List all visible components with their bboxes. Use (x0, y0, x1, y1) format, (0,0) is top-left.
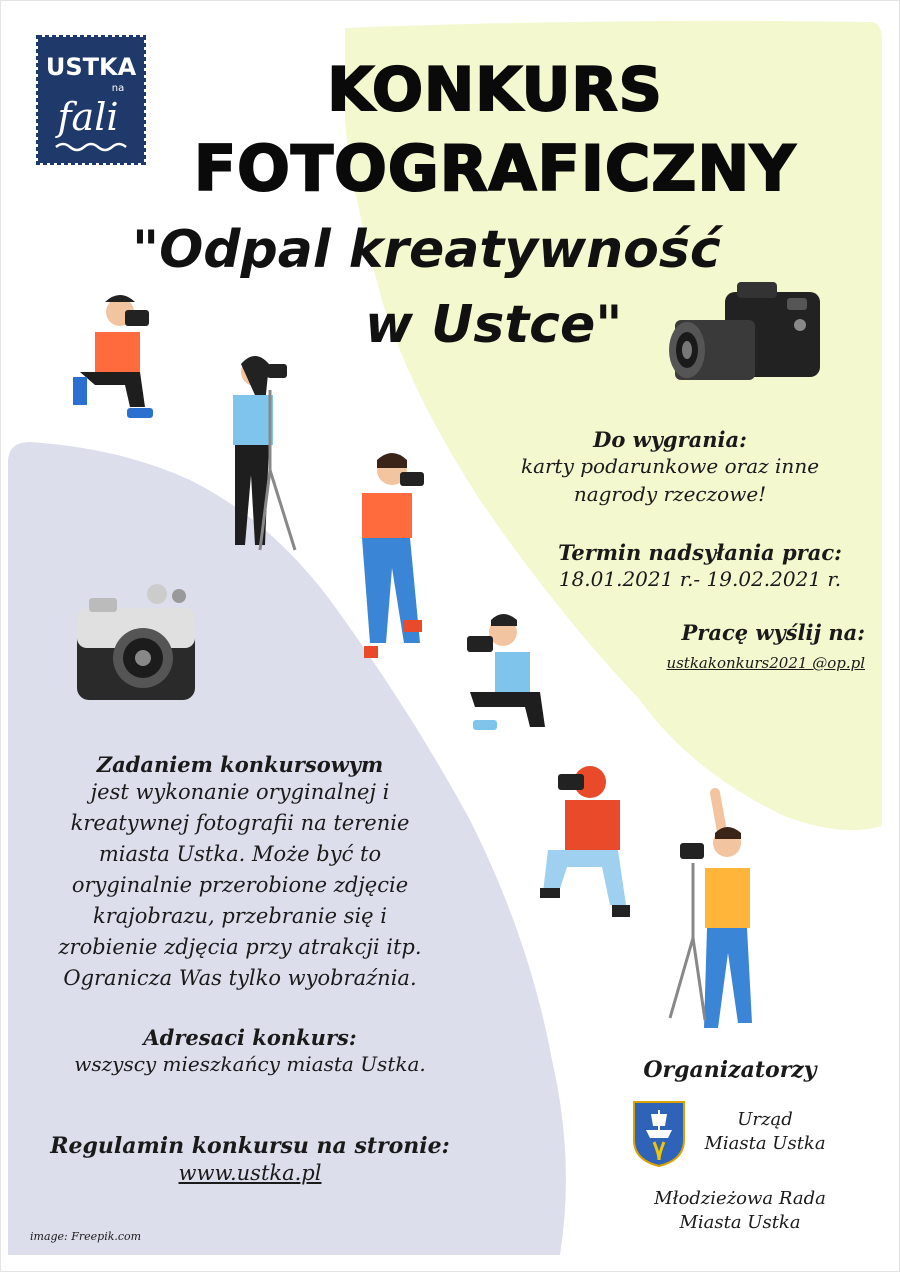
title-line-2: FOTOGRAFICZNY (193, 132, 797, 205)
audience-section (40, 1025, 460, 1078)
organizers-heading: Organizatorzy (643, 1057, 817, 1083)
photographer-crouching-icon (465, 612, 550, 742)
dslr-camera-icon (665, 280, 825, 400)
task-heading: Zadaniem konkursowym (96, 752, 384, 777)
subtitle-line-1: "Odpal kreatywność (132, 220, 721, 280)
rules-heading: Regulamin konkursu na stronie: (50, 1133, 450, 1159)
org2-line-2: Miasta Ustka (679, 1212, 801, 1233)
photographer-tripod-icon (215, 350, 310, 560)
org1-line-1: Urząd (737, 1109, 793, 1130)
task-line: oryginalnie przerobione zdjęcie (71, 873, 409, 897)
photographer-standing-icon (352, 448, 432, 663)
deadline-dates: 18.01.2021 r.- 19.02.2021 r. (558, 567, 842, 591)
audience-heading: Adresaci konkurs: (143, 1025, 357, 1050)
task-line: Ogranicza Was tylko wyobraźnia. (63, 966, 417, 990)
photographer-waving-icon (665, 788, 775, 1038)
image-credit: image: Freepik.com (30, 1230, 142, 1243)
rules-section (20, 1133, 480, 1187)
prizes-line-2: nagrody rzeczowe! (573, 482, 767, 506)
task-line: kreatywnej fotografii na terenie (70, 811, 410, 835)
task-section (20, 752, 460, 994)
org2-line-1: Młodzieżowa Rada (654, 1188, 826, 1209)
ustka-na-fali-logo (36, 35, 146, 165)
organizer-city-office (690, 1108, 840, 1156)
prizes-section (460, 427, 880, 508)
prizes-heading: Do wygrania: (593, 427, 747, 452)
svg-text:USTKA: USTKA (45, 53, 137, 81)
task-line: krajobrazu, przebranie się i (92, 904, 387, 928)
ustka-coat-of-arms-icon (632, 1100, 686, 1168)
subtitle-line-2: w Ustce" (365, 295, 623, 355)
compact-camera-icon (75, 580, 200, 715)
task-line: jest wykonanie oryginalnej i (90, 780, 390, 804)
photographer-hoodie-icon (540, 760, 635, 920)
task-line: zrobienie zdjęcia przy atrakcji itp. (58, 935, 422, 959)
audience-text: wszyscy mieszkańcy miasta Ustka. (74, 1052, 426, 1076)
task-line: miasta Ustka. Może być to (98, 842, 382, 866)
title-line-1: KONKURS (327, 55, 663, 125)
submit-section (560, 620, 865, 677)
org1-line-2: Miasta Ustka (704, 1133, 826, 1154)
rules-url-link[interactable]: www.ustka.pl (178, 1161, 322, 1185)
svg-text:fali: fali (57, 95, 119, 139)
photographer-kneeling-icon (65, 292, 165, 432)
svg-text:na: na (111, 83, 125, 94)
prizes-line-1: karty podarunkowe oraz inne (520, 454, 820, 478)
deadline-section (520, 540, 880, 593)
deadline-heading: Termin nadsyłania prac: (558, 540, 842, 565)
submit-email-link[interactable]: ustkakonkurs2021 @op.pl (666, 654, 865, 672)
organizer-youth-council (620, 1187, 860, 1235)
submit-heading: Pracę wyślij na: (681, 620, 865, 645)
